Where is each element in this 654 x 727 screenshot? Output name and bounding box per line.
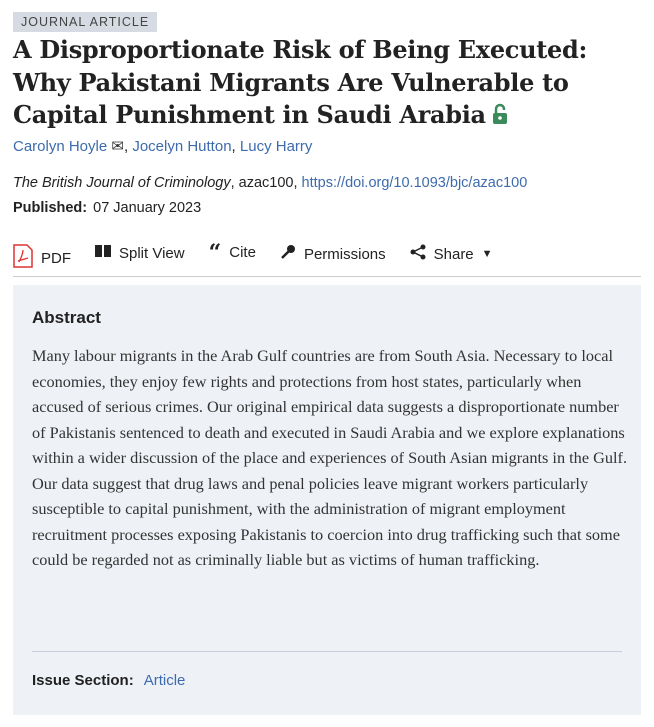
issue-section-link[interactable]: Article: [143, 672, 186, 689]
abstract-text: Many labour migrants in the Arab Gulf countries are from South Asia. Necessary to local economies, they enjoy few rights and protections from host states, particularly when accused of serious crimes. Our original empirical data suggests a disproportionate number of Pakistanis sentenced to death and executed in Saudi Arabia and we explore explanations within a wider discussion of the place and experiences of South Asian migrants in the Gulf. Our data suggest that drug laws and penal policies leave migrant workers particularly susceptible to capital punishment, with the administration of migrant employment recruitment processes exposing Pakistanis to coercion into drug trafficking such that some could be regarded not as criminally liable but as victims of human trafficking.: [32, 346, 628, 569]
share-icon: [410, 244, 426, 264]
pdf-label: PDF: [41, 249, 71, 267]
issue-section-label: Issue Section:: [32, 672, 134, 689]
quote-icon: “: [208, 239, 222, 266]
pdf-button[interactable]: [13, 244, 71, 272]
journal-name: The British Journal of Criminology: [13, 175, 231, 191]
author-link[interactable]: Lucy Harry: [239, 138, 313, 155]
cite-button[interactable]: [208, 239, 256, 266]
divider: [32, 651, 622, 652]
share-label: Share: [433, 245, 474, 263]
article-toolbar: [13, 239, 641, 277]
split-view-button[interactable]: [95, 244, 185, 262]
doi-link[interactable]: https://doi.org/10.1093/bjc/azac100: [301, 175, 528, 191]
published-label: Published:: [13, 200, 88, 216]
open-access-lock-icon: [492, 101, 508, 134]
permissions-button[interactable]: [280, 244, 386, 264]
title-text: A Disproportionate Risk of Being Executed: Why Pakistani Migrants Are Vulnerable to Capital Punishment in Saudi Arabia: [13, 35, 588, 129]
issue-section: [32, 672, 185, 689]
split-view-label: Split View: [119, 244, 185, 262]
published-value: 07 January 2023: [93, 200, 202, 216]
key-icon: [280, 244, 296, 264]
cite-label: Cite: [229, 244, 256, 261]
pdf-icon: [13, 244, 33, 272]
author-link[interactable]: Carolyn Hoyle: [13, 138, 108, 155]
article-type-badge: JOURNAL ARTICLE: [13, 12, 157, 32]
email-icon[interactable]: ✉: [111, 138, 124, 155]
author-list: Carolyn Hoyle ✉, Jocelyn Hutton, Lucy Harry: [13, 138, 313, 155]
article-title: [13, 34, 643, 134]
caret-down-icon: ▼: [481, 248, 493, 260]
abstract-heading: Abstract: [32, 308, 101, 327]
citation-line: The British Journal of Criminology, azac100, https://doi.org/10.1093/bjc/azac100: [13, 175, 528, 191]
split-view-icon: [95, 244, 111, 262]
permissions-label: Permissions: [303, 245, 386, 263]
share-button[interactable]: [410, 244, 493, 264]
article-id: azac100: [238, 175, 294, 191]
published-date: [13, 200, 201, 216]
abstract-panel: [13, 285, 641, 715]
author-link[interactable]: Jocelyn Hutton: [132, 138, 232, 155]
